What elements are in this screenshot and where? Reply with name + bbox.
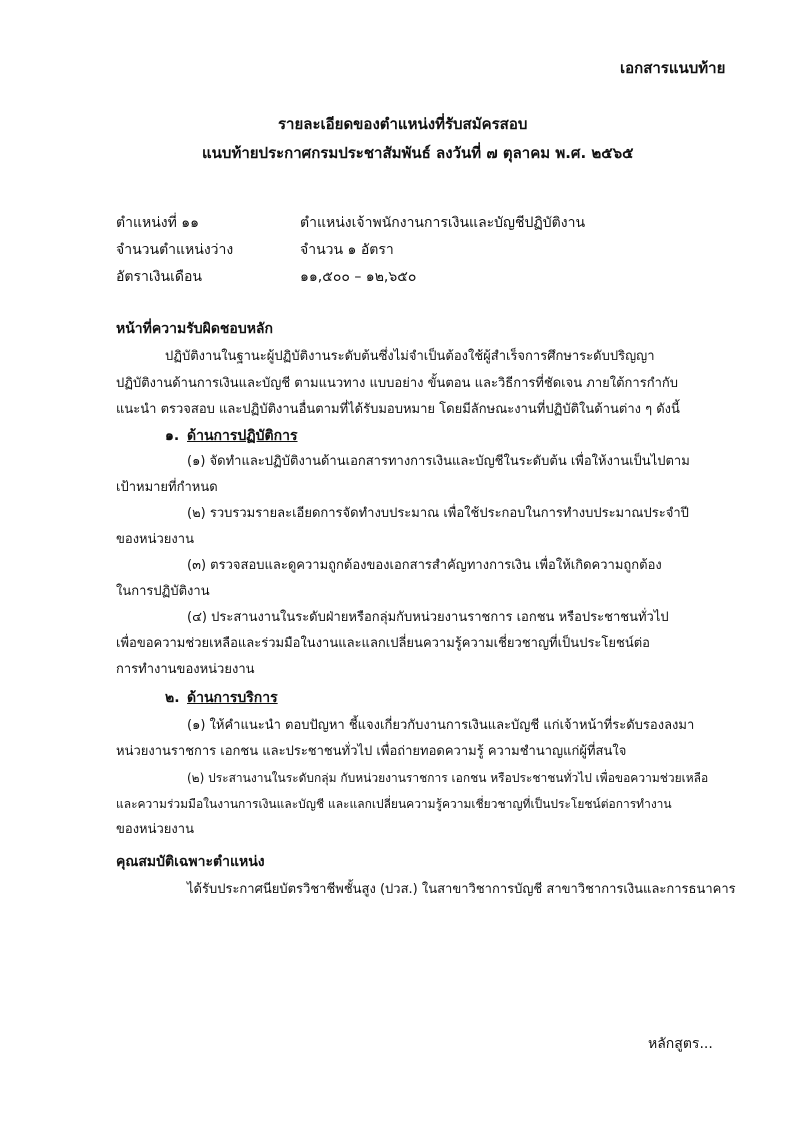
section1-item4-line1: (๔) ประสานงานในระดับฝ่ายหรือกลุ่มกับหน่วยงานราชการ เอกชน หรือประชาชนทั่วไป (187, 610, 669, 625)
duties-intro-line-3: แนะนำ ตรวจสอบ และปฏิบัติงานอื่นตามที่ได้รับมอบหมาย โดยมีลักษณะงานที่ปฏิบัติในด้านต่าง ๆ ดังนี้ (116, 402, 680, 417)
duties-intro-line-1: ปฏิบัติงานในฐานะผู้ปฏิบัติงานระดับต้นซึ่งไม่จำเป็นต้องใช้ผู้สำเร็จการศึกษาระดับปริญญา (165, 349, 655, 364)
section1-title: ด้านการปฏิบัติการ (187, 428, 298, 444)
salary-rate-value: ๑๑,๕๐๐ – ๑๒,๖๕๐ (300, 269, 417, 285)
position-number-label: ตำแหน่งที่ ๑๑ (116, 215, 200, 231)
attachment-label: เอกสารแนบท้าย (620, 59, 726, 77)
vacancy-count-value: จำนวน ๑ อัตรา (300, 242, 394, 258)
section2-title: ด้านการบริการ (187, 690, 278, 706)
vacancy-count-label: จำนวนตำแหน่งว่าง (116, 242, 234, 258)
section2-item1-line1: (๑) ให้คำแนะนำ ตอบปัญหา ชี้แจงเกี่ยวกับงานการเงินและบัญชี แก่เจ้าหน้าที่ระดับรองลงมา (187, 718, 695, 733)
position-title-value: ตำแหน่งเจ้าพนักงานการเงินและบัญชีปฏิบัติงาน (300, 215, 586, 231)
section2-item2-line2: และความร่วมมือในงานการเงินและบัญชี และแลกเปลี่ยนความรู้ความเชี่ยวชาญที่เป็นประโยชน์ต่อการทำงาน (116, 797, 672, 811)
section1-item1-line2: เป้าหมายที่กำหนด (116, 480, 218, 495)
section2-item1-line2: หน่วยงานราชการ เอกชน และประชาชนทั่วไป เพื่อถ่ายทอดความรู้ ความชำนาญแก่ผู้ที่สนใจ (116, 744, 627, 759)
section2-number: ๒. (165, 690, 180, 706)
duties-heading: หน้าที่ความรับผิดชอบหลัก (116, 321, 273, 337)
duties-intro-line-2: ปฏิบัติงานด้านการเงินและบัญชี ตามแนวทาง แบบอย่าง ขั้นตอน และวิธีการที่ชัดเจน ภายใต้การกำกับ (116, 376, 678, 391)
section1-item4-line2: เพื่อขอความช่วยเหลือและร่วมมือในงานและแลกเปลี่ยนความรู้ความเชี่ยวชาญที่เป็นประโยชน์ต่อ (116, 636, 650, 651)
section2-item2-line1: (๒) ประสานงานในระดับกลุ่ม กับหน่วยงานราชการ เอกชน หรือประชาชนทั่วไป เพื่อขอความช่วยเหลือ (187, 771, 709, 785)
section1-item4-line3: การทำงานของหน่วยงาน (116, 662, 255, 677)
continuation-text: หลักสูตร... (648, 1036, 713, 1052)
section1-item3-line2: ในการปฏิบัติงาน (116, 584, 210, 599)
qualifications-text: ได้รับประกาศนียบัตรวิชาชีพชั้นสูง (ปวส.) ในสาขาวิชาการบัญชี สาขาวิชาการเงินและการธนาคาร (187, 882, 736, 897)
section1-item3-line1: (๓) ตรวจสอบและดูความถูกต้องของเอกสารสำคัญทางการเงิน เพื่อให้เกิดความถูกต้อง (187, 558, 662, 573)
section1-item2-line1: (๒) รวบรวมรายละเอียดการจัดทำงบประมาณ เพื่อใช้ประกอบในการทำงบประมาณประจำปี (187, 506, 689, 521)
document-title-line2: แนบท้ายประกาศกรมประชาสัมพันธ์ ลงวันที่ ๗ ตุลาคม พ.ศ. ๒๕๖๕ (202, 144, 634, 162)
section1-item1-line1: (๑) จัดทำและปฏิบัติงานด้านเอกสารทางการเงินและบัญชีในระดับต้น เพื่อให้งานเป็นไปตาม (187, 454, 690, 469)
section2-item2-line3: ของหน่วยงาน (116, 822, 194, 837)
section1-number: ๑. (165, 428, 180, 444)
section1-item2-line2: ของหน่วยงาน (116, 532, 194, 547)
salary-rate-label: อัตราเงินเดือน (116, 269, 202, 285)
document-title-line1: รายละเอียดของตำแหน่งที่รับสมัครสอบ (278, 115, 528, 133)
qualifications-heading: คุณสมบัติเฉพาะตำแหน่ง (116, 854, 265, 870)
